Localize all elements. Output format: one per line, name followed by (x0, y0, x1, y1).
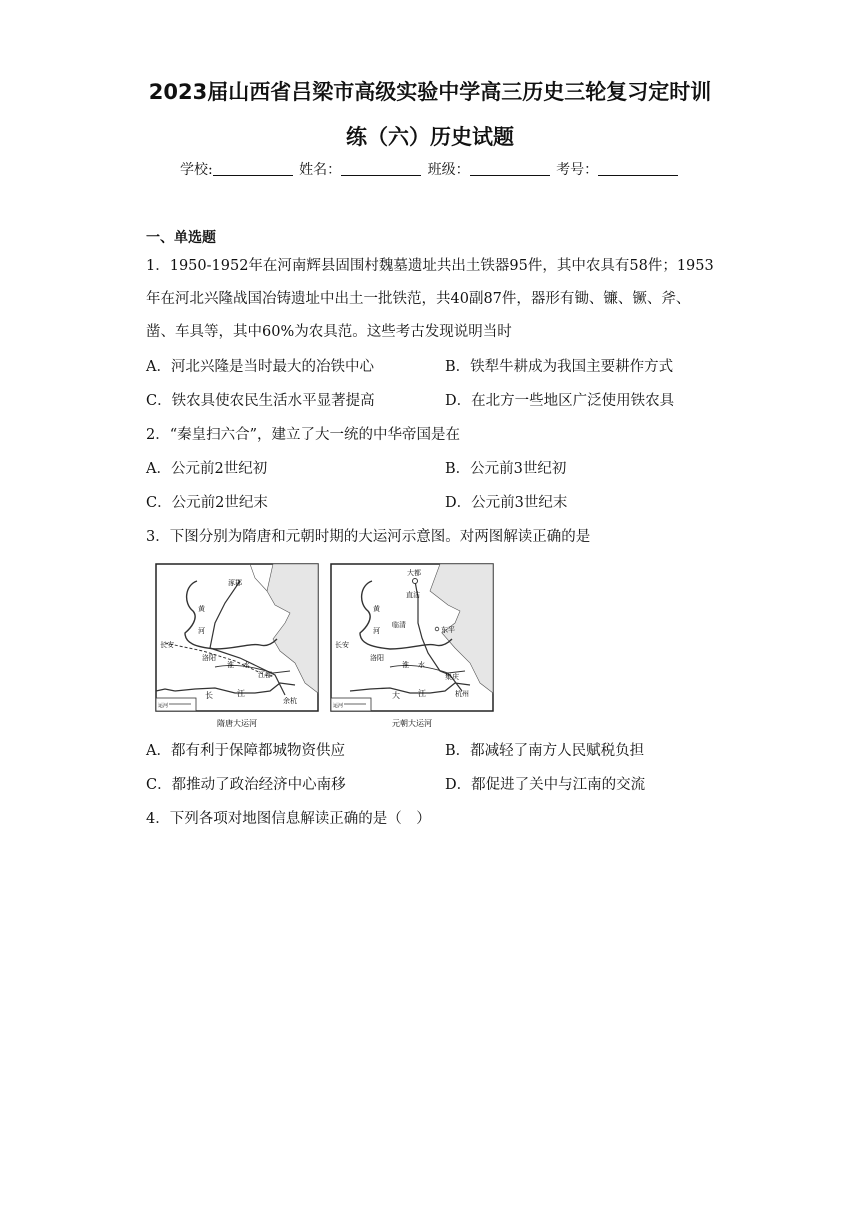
label-changan: 长安 (335, 641, 349, 649)
question-3-stem: 3．下图分别为隋唐和元朝时期的大运河示意图。对两图解读正确的是 (146, 529, 591, 545)
name-label: 姓名： (299, 162, 342, 178)
question-2-stem: 2．“秦皇扫六合”，建立了大一统的中华帝国是在 (146, 427, 461, 443)
question-2-option-b[interactable]: B．公元前3世纪初 (445, 461, 567, 477)
question-1-option-d[interactable]: D．在北方一些地区广泛使用铁农具 (445, 393, 675, 409)
label-dadu: 大都 (407, 569, 421, 577)
question-1-line-1: 1．1950-1952年在河南辉县固围村魏墓遗址共出土铁器95件，其中农具有58件；1953 (146, 258, 714, 274)
label-hangzhou: 杭州 (455, 690, 469, 698)
name-blank[interactable] (341, 161, 421, 176)
label-huang: 黄 (373, 605, 380, 613)
question-3-option-d[interactable]: D．都促进了关中与江南的交流 (445, 777, 646, 793)
label-jiang: 江 (418, 689, 426, 698)
label-linqing: 临清 (392, 621, 406, 629)
label-luoyang: 洛阳 (202, 654, 216, 662)
label-shui: 水 (243, 661, 250, 669)
label-shui: 水 (418, 661, 425, 669)
map-caption: 元朝大运河 (392, 719, 432, 728)
label-he: 河 (198, 627, 205, 635)
question-3-option-a[interactable]: A．都有利于保障都城物资供应 (146, 743, 345, 759)
dadu-marker (413, 579, 418, 584)
question-3-option-c[interactable]: C．都推动了政治经济中心南移 (146, 777, 346, 793)
exam-number-blank[interactable] (598, 161, 678, 176)
label-changan: 长安 (160, 641, 174, 649)
label-huai: 淮 (402, 661, 409, 669)
map-caption: 隋唐大运河 (217, 719, 257, 728)
label-jiangdu: 江都 (258, 671, 272, 679)
sui-tang-canal-map (156, 564, 318, 728)
label-luoyang: 洛阳 (370, 654, 384, 662)
label-da: 大 (392, 691, 400, 700)
label-he: 河 (373, 627, 380, 635)
yuan-canal-map (331, 564, 493, 728)
question-3-option-b[interactable]: B．都减轻了南方人民赋税负担 (445, 743, 645, 759)
school-blank[interactable] (213, 161, 293, 176)
legend-text: 运河 (158, 703, 169, 709)
grand-canal-maps-figure (155, 563, 495, 728)
question-1-option-a[interactable]: A．河北兴隆是当时最大的冶铁中心 (146, 359, 374, 375)
student-info-row (180, 159, 680, 179)
class-blank[interactable] (470, 161, 550, 176)
question-1-line-3: 凿、车具等，其中60%为农具范。这些考古发现说明当时 (146, 324, 512, 340)
question-2-option-c[interactable]: C．公元前2世纪末 (146, 495, 268, 511)
dongping-marker (435, 627, 439, 631)
document-title-line-1: 2023届山西省吕梁市高级实验中学高三历史三轮复习定时训 (148, 80, 712, 104)
question-2-option-d[interactable]: D．公元前3世纪末 (445, 495, 568, 511)
exam-number-label: 考号： (556, 162, 599, 178)
legend-text: 运河 (333, 703, 344, 709)
label-huang: 黄 (198, 605, 205, 613)
question-1-option-b[interactable]: B．铁犁牛耕成为我国主要耕作方式 (445, 359, 674, 375)
label-dongping: 东平 (441, 626, 455, 634)
document-title-line-2: 练（六）历史试题 (346, 125, 514, 149)
question-4-stem: 4．下列各项对地图信息解读正确的是（ ） (146, 811, 431, 827)
section-heading: 一、单选题 (146, 230, 216, 246)
label-huai: 淮 (227, 661, 234, 669)
label-zhigu: 直沽 (406, 591, 420, 599)
label-jiang: 江 (237, 689, 245, 698)
question-2-option-a[interactable]: A．公元前2世纪初 (146, 461, 268, 477)
question-1-option-c[interactable]: C．铁农具使农民生活水平显著提高 (146, 393, 375, 409)
label-chang: 长 (205, 691, 213, 700)
label-yuhang: 余杭 (283, 697, 297, 705)
label-zhuojun: 涿郡 (228, 579, 242, 587)
label-jiqing: 集庆 (445, 673, 459, 681)
class-label: 班级： (427, 162, 470, 178)
question-1-line-2: 年在河北兴隆战国冶铸遗址中出土一批铁范，共40副87件，器形有锄、镰、镢、斧、 (146, 291, 691, 307)
school-label: 学校: (180, 162, 213, 178)
